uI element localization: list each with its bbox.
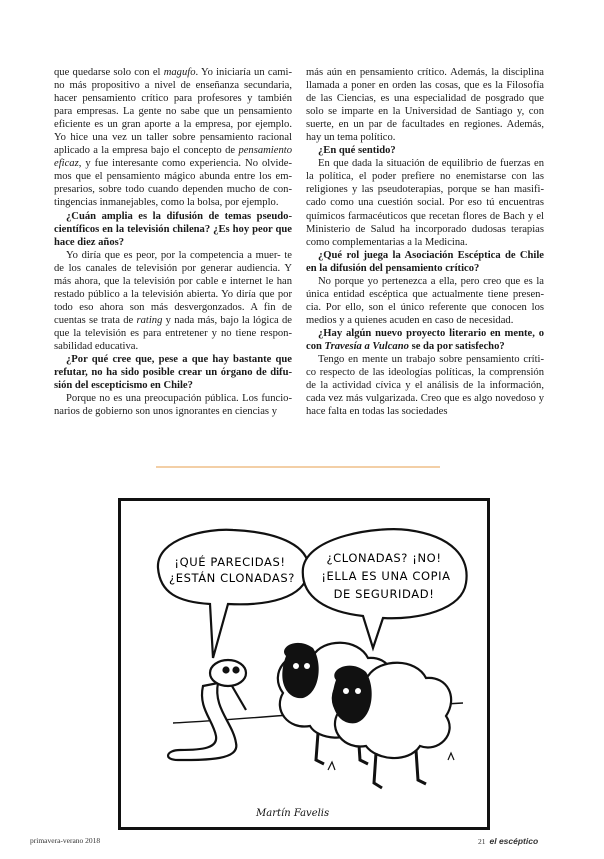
cartoon-illustration xyxy=(118,498,490,830)
bubble-right-line-1: ¿CLONADAS? ¡NO! xyxy=(326,551,442,565)
bubble-left-line-1: ¡QUÉ PARECIDAS! xyxy=(174,555,286,569)
bubble-right-line-2: ¡ELLA ES UNA COPIA xyxy=(321,569,451,583)
footer-season: primavera-verano 2018 xyxy=(30,836,101,845)
bubble-left-line-2: ¿ESTÁN CLONADAS? xyxy=(169,571,295,585)
interview-question: ¿Qué rol juega la Asociación Escéptica de Chile en la difusión del pensamiento crítico? xyxy=(306,249,544,274)
footer-page-info xyxy=(478,836,538,846)
section-divider xyxy=(156,466,440,468)
answer-paragraph: más aún en pensamiento crítico. Además, la disciplina llamada a poner en orden las cosas, que es la Filosofía de las Ciencias, es una especialidad de posgrado que solo se imparte en la Universidad de Santiago y, con suerte, en un par de facultades en regiones. Además, hay un tema político. xyxy=(306,67,544,144)
answer-paragraph: Tengo en mente un trabajo sobre pensamiento críti- co respecto de las ideologías políticas, la comprensión de la actividad cívica y el análisis de la información, cada vez más vulgarizada. Creo que es algo novedoso y hace falta en todas las sociedades xyxy=(306,354,544,418)
answer-paragraph: En que dada la situación de equilibrio de fuerzas en la política, el poder prefiere no enemistarse con las religiones y las pseudoterapias, porque se han masifi- cado como una cuestión social. Por eso tú encuentras químicos farmacéuticos que recetan flores de Bach y el Ministerio de Salud ha incorporado dudosas terapias como complementarias a la Medicina. xyxy=(306,158,544,248)
answer-paragraph: No porque yo pertenezca a ella, pero creo que es la única entidad escéptica que actualmente tiene presen- cia. Por ello, son el único referente que conocen los medios y a quienes acuden en caso de necesidad. xyxy=(306,275,544,326)
interview-question: ¿Por qué cree que, pese a que hay bastante que refutar, no ha sido posible crear un órgano de difu- sión del escepticismo en Chile? xyxy=(54,354,292,392)
left-column xyxy=(54,66,292,418)
answer-paragraph: Yo diría que es peor, por la competencia a muer- te de los canales de televisión por generar audiencia. Y más ahora, que la televisión por cable e internet le han restado público a la televisión abierta. Yo diría que por todo eso ahora son más desvergonzados. A fin de cuentas se trata de rating y nada más, bajo la lógica de que la televisión es para entretener y no tiene respon- sabilidad educativa. xyxy=(54,249,292,352)
artist-signature: Martín Favelis xyxy=(256,808,330,819)
interview-question: ¿Cuán amplia es la difusión de temas pseudo- científicos en la televisión chilena? ¿Es hoy peor que hace diez años? xyxy=(54,210,292,248)
page-number: 21 xyxy=(478,837,486,846)
bubble-right-line-3: DE SEGURIDAD! xyxy=(333,587,435,601)
answer-paragraph: Porque no es una preocupación pública. Los funcio- narios de gobierno son unos ignorantes en ciencias y xyxy=(54,393,292,418)
interview-question: ¿En qué sentido? xyxy=(318,145,396,157)
answer-paragraph: que quedarse solo con el magufo. Yo iniciaría un cami- no más propositivo a nivel de enseñanza secundaria, hacer pensamiento crítico para profesores y también para empresas. La gente no sabe que un pensamiento eficiente es un gran aporte a la empresa, por ejemplo. Yo hice una vez un taller sobre pensamiento racional aplicado a la empresa bajo el concepto de pensamiento eficaz, y fue interesante como experiencia. No olvide- mos que el pensamiento mágico abunda entre los em- presarios, sobre todo cuando dependen mucho de con- tingencias inmanejables, como la bolsa, por ejemplo. xyxy=(54,67,292,209)
right-column xyxy=(306,66,544,418)
magazine-name: el escéptico xyxy=(489,836,539,846)
interview-question: ¿Hay algún nuevo proyecto literario en mente, o con Travesía a Vulcano se da por satisfecho? xyxy=(306,327,544,352)
